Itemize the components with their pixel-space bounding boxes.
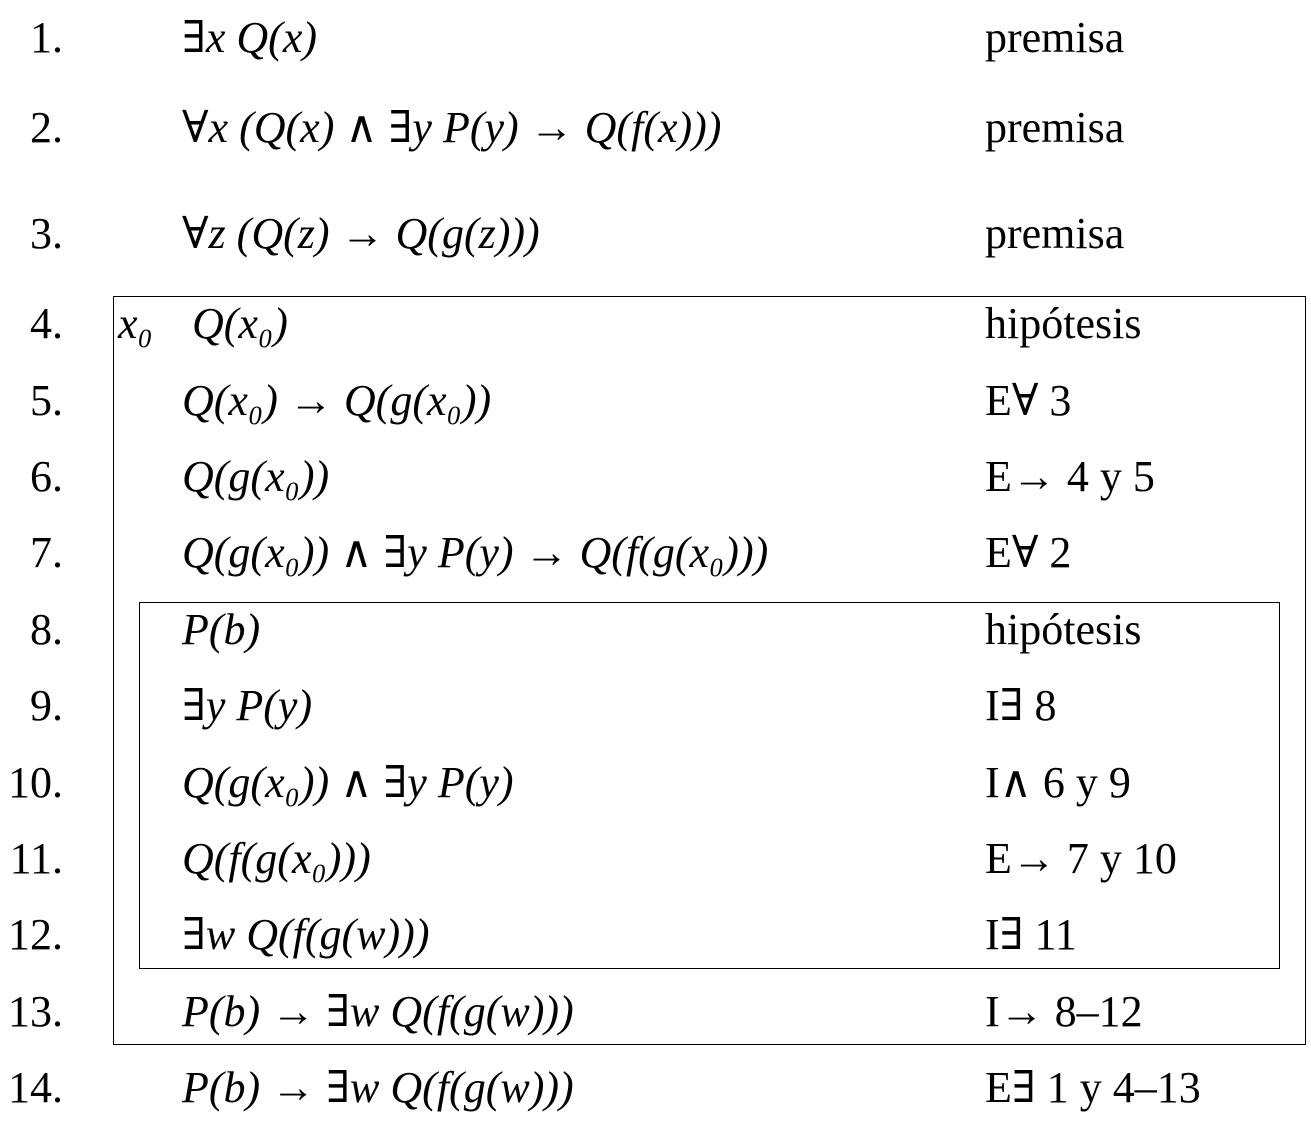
line-justification: premisa [985, 13, 1125, 62]
line-number: 14. [8, 1063, 63, 1112]
line-justification: E∃ 1 y 4–13 [985, 1063, 1201, 1112]
line-number: 5. [30, 376, 63, 425]
line-formula: Q(f(g(x₀))) [182, 834, 371, 883]
line-formula: P(b) → ∃w Q(f(g(w))) [182, 987, 574, 1036]
line-number: 3. [30, 209, 63, 258]
line-formula: ∃x Q(x) [182, 13, 318, 62]
line-formula: P(b) [182, 605, 261, 654]
line-justification: I∧ 6 y 9 [985, 758, 1131, 807]
line-justification: hipótesis [985, 299, 1142, 348]
line-formula: Q(g(x₀)) [182, 452, 330, 501]
line-justification: I∃ 8 [985, 681, 1057, 730]
line-formula: ∀z (Q(z) → Q(g(z))) [182, 209, 540, 258]
fresh-variable: x₀ [118, 299, 153, 348]
line-justification: E→ 7 y 10 [985, 834, 1177, 883]
line-justification: I→ 8–12 [985, 987, 1143, 1036]
line-justification: E→ 4 y 5 [985, 452, 1155, 501]
line-justification: E∀ 3 [985, 376, 1072, 425]
line-number: 13. [8, 987, 63, 1036]
line-justification: I∃ 11 [985, 910, 1077, 959]
line-justification: hipótesis [985, 605, 1142, 654]
line-number: 10. [8, 758, 63, 807]
line-justification: premisa [985, 103, 1125, 152]
line-formula: ∃w Q(f(g(w))) [182, 910, 430, 959]
line-formula: ∃y P(y) [182, 681, 313, 730]
line-number: 4. [30, 299, 63, 348]
line-formula: Q(g(x₀)) ∧ ∃y P(y) → Q(f(g(x₀))) [182, 528, 769, 577]
line-formula: Q(x₀) → Q(g(x₀)) [182, 376, 492, 425]
line-formula: Q(x₀) [192, 299, 288, 348]
line-number: 8. [30, 605, 63, 654]
line-formula: ∀x (Q(x) ∧ ∃y P(y) → Q(f(x))) [182, 103, 722, 152]
line-formula: P(b) → ∃w Q(f(g(w))) [182, 1063, 574, 1112]
line-number: 1. [30, 13, 63, 62]
line-number: 11. [9, 834, 63, 883]
line-formula: Q(g(x₀)) ∧ ∃y P(y) [182, 758, 514, 807]
line-justification: E∀ 2 [985, 528, 1072, 577]
line-number: 7. [30, 528, 63, 577]
line-number: 6. [30, 452, 63, 501]
line-justification: premisa [985, 209, 1125, 258]
line-number: 2. [30, 103, 63, 152]
line-number: 9. [30, 681, 63, 730]
line-number: 12. [8, 910, 63, 959]
